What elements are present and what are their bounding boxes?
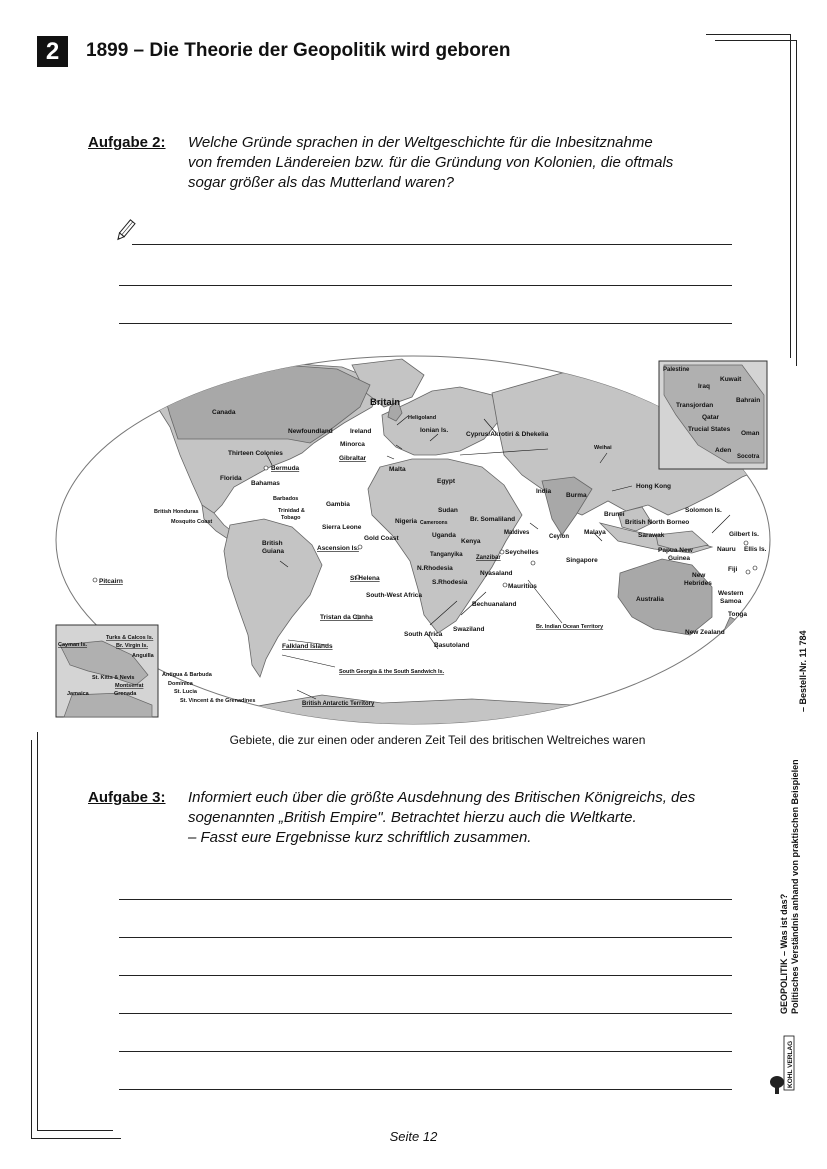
map-label-sarawak: Sarawak	[638, 532, 665, 539]
map-label-india: India	[536, 488, 552, 495]
answer-line-t3-5[interactable]	[119, 1051, 732, 1052]
order-number: – Bestell-Nr. 11 784	[798, 630, 808, 712]
map-label-tonga: Tonga	[728, 611, 748, 618]
map-label-trucial: Trucial States	[688, 426, 731, 433]
map-label-singapore: Singapore	[566, 557, 598, 564]
map-label-seychelles: Seychelles	[505, 549, 539, 556]
chapter-number-badge: 2	[37, 36, 68, 67]
series-title: GEOPOLITIK – Was ist das?	[779, 893, 789, 1014]
frame-top-right-v2	[796, 40, 797, 366]
frame-bottom-left-v2	[37, 732, 38, 1130]
map-label-turks: Turks & Calcos Is.	[106, 635, 154, 641]
map-label-florida: Florida	[220, 475, 242, 482]
map-label-iraq: Iraq	[698, 383, 710, 390]
map-label-transjordan: Transjordan	[676, 402, 714, 409]
map-label-oman: Oman	[741, 430, 760, 437]
map-label-south-georgia: South Georgia & the South Sandwich Is.	[339, 669, 445, 675]
map-label-south-africa: South Africa	[404, 631, 443, 638]
map-label-cayman: Cayman Is.	[58, 642, 88, 648]
map-label-malta: Malta	[389, 466, 406, 473]
map-label-ascension: Ascension Is.	[317, 545, 359, 552]
map-label-britain: Britain	[370, 397, 401, 408]
map-label-burma: Burma	[566, 492, 587, 499]
map-label-aden: Aden	[715, 447, 732, 454]
map-label-dominica: Dominica	[168, 681, 193, 687]
task2-label: Aufgabe 2:	[88, 134, 166, 151]
map-label-kuwait: Kuwait	[720, 376, 742, 383]
map-label-nyasaland: Nyasaland	[480, 570, 513, 577]
map-label-st-helena: St Helena	[350, 575, 380, 582]
map-label-sierra-leone: Sierra Leone	[322, 524, 362, 531]
map-label-nigeria: Nigeria	[395, 518, 418, 525]
publisher-name: KOHL VERLAG	[787, 1040, 794, 1088]
map-label-south-west-africa: South-West Africa	[366, 592, 422, 599]
answer-line-t3-4[interactable]	[119, 1013, 732, 1014]
map-label-new-zealand: New Zealand	[685, 629, 725, 636]
map-label-ellice: Ellis Is.	[744, 546, 767, 553]
map-label-bahamas: Bahamas	[251, 480, 280, 487]
answer-line-t2-1[interactable]	[132, 244, 732, 245]
map-label-gold-coast: Gold Coast	[364, 535, 399, 542]
map-label-newfoundland: Newfoundland	[288, 428, 333, 435]
task2-line-2: von fremden Ländereien bzw. für die Gründung von Kolonien, die oftmals	[188, 154, 674, 171]
map-label-gambia: Gambia	[326, 501, 350, 508]
map-label-western-samoa-1: Western	[718, 590, 744, 597]
map-label-st-lucia: St. Lucia	[174, 689, 197, 695]
map-label-uganda: Uganda	[432, 532, 456, 539]
map-label-australia: Australia	[636, 596, 664, 603]
map-label-bechuanaland: Bechuanaland	[472, 601, 517, 608]
task2-line-1: Welche Gründe sprachen in der Weltgeschichte für die Inbesitznahme	[188, 134, 653, 151]
map-label-socotra: Socotra	[737, 454, 760, 460]
world-map-svg	[52, 355, 772, 725]
answer-line-t3-6[interactable]	[119, 1089, 732, 1090]
map-label-british-guiana-1: British	[262, 540, 283, 547]
map-label-gilbert: Gilbert Is.	[729, 531, 759, 538]
frame-bottom-left-v1	[31, 740, 32, 1138]
map-caption: Gebiete, die zur einen oder anderen Zeit Teil des britischen Weltreiches waren	[229, 733, 646, 747]
map-label-montserrat: Montserrat	[115, 683, 144, 689]
answer-line-t3-2[interactable]	[119, 937, 732, 938]
map-label-papua-2: Guinea	[668, 555, 691, 562]
map-label-new-hebrides-2: Hebrides	[684, 580, 712, 587]
map-label-s-rhodesia: S.Rhodesia	[432, 579, 468, 586]
map-label-jamaica: Jamaica	[67, 691, 89, 697]
answer-line-t2-2[interactable]	[119, 285, 732, 286]
world-map	[52, 355, 772, 725]
task3-label: Aufgabe 3:	[88, 789, 166, 806]
map-label-cyprus: Cyprus/Akrotiri & Dhekelia	[466, 431, 549, 438]
map-label-new-hebrides-1: New	[692, 572, 706, 579]
map-label-brunei: Brunei	[604, 511, 625, 518]
map-label-papua-1: Papua New	[658, 547, 693, 554]
pencil-icon	[114, 218, 136, 244]
map-label-sudan: Sudan	[438, 507, 458, 514]
task3-line-3: – Fasst eure Ergebnisse kurz schriftlich zusammen.	[188, 829, 532, 846]
map-label-gibraltar: Gibraltar	[339, 455, 367, 462]
map-label-british-guiana-2: Guiana	[262, 548, 285, 555]
map-label-br-virgin: Br. Virgin Is.	[116, 643, 148, 649]
map-label-bahrain: Bahrain	[736, 397, 761, 404]
map-label-maldives: Maldives	[504, 530, 530, 536]
map-label-mosquito-coast: Mosquito Coast	[171, 519, 213, 525]
map-label-minorca: Minorca	[340, 441, 365, 448]
series-subtitle: Politisches Verständnis anhand von praktischen Beispielen	[790, 759, 800, 1014]
map-label-st-kitts: St. Kitts & Nevis	[92, 675, 135, 681]
map-label-ceylon: Ceylon	[549, 534, 570, 540]
task3-line-1: Informiert euch über die größte Ausdehnung des Britischen Königreichs, des	[188, 789, 696, 806]
map-label-ireland: Ireland	[350, 428, 372, 435]
map-label-malaya: Malaya	[584, 529, 606, 536]
map-label-falklands: Falkland Islands	[282, 643, 333, 650]
map-label-antarctic: British Antarctic Territory	[302, 701, 375, 707]
map-label-british-honduras: British Honduras	[154, 509, 199, 515]
map-label-hong-kong: Hong Kong	[636, 483, 672, 490]
answer-line-t3-1[interactable]	[119, 899, 732, 900]
map-label-swaziland: Swaziland	[453, 626, 485, 633]
map-label-trinidad: Trinidad &	[278, 508, 305, 514]
page-number: Seite 12	[389, 1129, 438, 1144]
answer-line-t3-3[interactable]	[119, 975, 732, 976]
publisher-logo	[768, 1034, 798, 1096]
map-label-weihai: Weihai	[594, 445, 612, 451]
map-label-antigua: Antigua & Barbuda	[162, 672, 212, 678]
map-label-egypt: Egypt	[437, 478, 456, 485]
answer-line-t2-3[interactable]	[119, 323, 732, 324]
map-label-barbados: Barbados	[273, 496, 299, 502]
task2-line-3: sogar größer als das Mutterland waren?	[188, 174, 454, 191]
map-label-tristan: Tristan da Cunha	[320, 614, 373, 621]
map-label-anguilla: Anguilla	[132, 653, 154, 659]
map-label-qatar: Qatar	[702, 414, 719, 421]
map-label-pitcairn: Pitcairn	[99, 578, 123, 585]
map-label-cameroons: Cameroons	[420, 520, 448, 526]
map-label-mauritius: Mauritius	[508, 583, 537, 590]
map-label-heligoland: Heligoland	[408, 415, 437, 421]
map-label-british-north-borneo: British North Borneo	[625, 519, 690, 526]
map-label-br-indian-ocean: Br. Indian Ocean Territory	[536, 624, 604, 630]
map-label-solomon: Solomon Is.	[685, 507, 722, 514]
map-label-canada: Canada	[212, 409, 236, 416]
map-label-basutoland: Basutoland	[434, 642, 470, 649]
task2-question	[188, 133, 673, 193]
map-label-tobago: Tobago	[281, 515, 301, 521]
map-label-palestine: Palestine	[663, 367, 690, 373]
frame-top-right-h2	[715, 40, 797, 41]
map-label-tanganyika: Tanganyika	[430, 552, 463, 558]
map-label-thirteen-colonies: Thirteen Colonies	[228, 450, 283, 457]
task3-line-2: sogenannten „British Empire". Betrachtet hierzu auch die Weltkarte.	[188, 809, 637, 826]
page-title: 1899 – Die Theorie der Geopolitik wird geboren	[86, 40, 511, 61]
map-label-br-somaliland: Br. Somaliland	[470, 516, 516, 523]
map-label-nauru: Nauru	[717, 546, 736, 553]
map-label-st-vincent: St. Vincent & the Grenadines	[180, 698, 256, 704]
map-label-kenya: Kenya	[461, 538, 481, 545]
map-label-ionian: Ionian Is.	[420, 427, 449, 434]
map-label-grenada: Grenada	[114, 691, 137, 697]
frame-top-right-h1	[706, 34, 790, 35]
map-label-zanzibar: Zanzibar	[476, 555, 501, 561]
frame-top-right-v1	[790, 34, 791, 358]
map-label-fiji: Fiji	[728, 566, 738, 573]
map-label-bermuda: Bermuda	[271, 465, 300, 472]
map-label-n-rhodesia: N.Rhodesia	[417, 565, 453, 572]
task3-question	[188, 788, 695, 848]
map-label-western-samoa-2: Samoa	[720, 598, 742, 605]
